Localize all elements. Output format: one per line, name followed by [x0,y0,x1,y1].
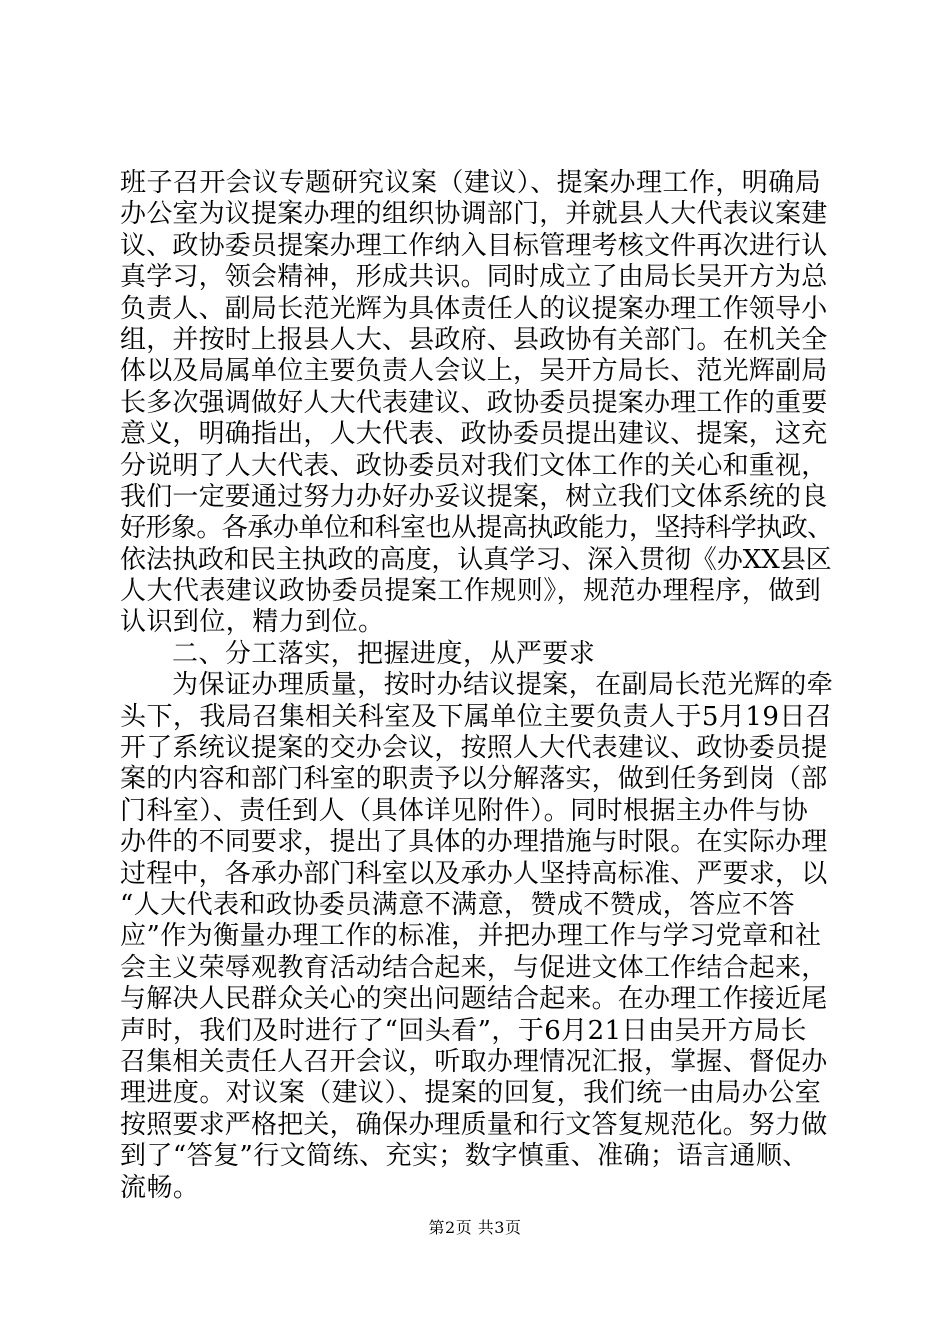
text-line: 议、政协委员提案办理工作纳入目标管理考核文件再次进行认 [120,230,828,261]
text-line: 与解决人民群众关心的突出问题结合起来。在办理工作接近尾 [120,984,828,1015]
text-line: “人大代表和政协委员满意不满意，赞成不赞成，答应不答 [120,889,795,920]
text-line: 头下，我局召集相关科室及下属单位主要负责人于5月19日召 [120,701,833,732]
text-line: 门科室）、责任到人（具体详见附件）。同时根据主办件与协 [120,795,809,826]
text-line: 办公室为议提案办理的组织协调部门，并就县人大代表议案建 [120,199,828,230]
text-line: 体以及局属单位主要负责人会议上，吴开方局长、范光辉副局 [120,356,828,387]
text-line: 办件的不同要求，提出了具体的办理措施与时限。在实际办理 [120,827,828,858]
text-line: 应”作为衡量办理工作的标准，并把办理工作与学习党章和社 [120,921,822,952]
document-body [120,168,832,1204]
text-line: 为保证办理质量，按时办结议提案，在副局长范光辉的牵 [172,670,834,701]
text-line: 人大代表建议政协委员提案工作规则》，规范办理程序，做到 [120,576,822,607]
text-line: 分说明了人大代表、政协委员对我们文体工作的关心和重视， [120,450,828,481]
text-line: 班子召开会议专题研究议案（建议）、提案办理工作，明确局 [120,168,822,198]
text-line: 会主义荣辱观教育活动结合起来，与促进文体工作结合起来， [120,952,828,983]
text-line: 按照要求严格把关，确保办理质量和行文答复规范化。努力做 [120,1109,828,1140]
text-line: 过程中，各承办部门科室以及承办人坚持高标准、严要求，以 [120,858,828,889]
text-line: 案的内容和部门科室的职责予以分解落实，做到任务到岗（部 [120,764,828,795]
text-line: 好形象。各承办单位和科室也从提高执政能力，坚持科学执政、 [120,513,833,544]
section-heading: 二、分工落实，把握进度，从严要求 [172,638,596,669]
text-line: 认识到位，精力到位。 [120,607,385,638]
page-footer: 第2页 共3页 [428,1218,522,1237]
text-line: 流畅。 [120,1172,200,1203]
text-line: 声时，我们及时进行了“回头看”，于6月21日由吴开方局长 [120,1015,807,1046]
text-line: 开了系统议提案的交办会议，按照人大代表建议、政协委员提 [120,733,828,764]
text-line: 依法执政和民主执政的高度，认真学习、深入贯彻《办XX县区 [120,544,832,575]
text-line: 组，并按时上报县人大、县政府、县政协有关部门。在机关全 [120,324,828,355]
text-line: 长多次强调做好人大代表建议、政协委员提案办理工作的重要 [120,387,828,418]
text-line: 真学习，领会精神，形成共识。同时成立了由局长吴开方为总 [120,262,828,293]
text-line: 到了“答复”行文简练、充实；数字慎重、准确；语言通顺、 [120,1141,809,1172]
text-line: 意义，明确指出，人大代表、政协委员提出建议、提案，这充 [120,419,828,450]
text-line: 负责人、副局长范光辉为具体责任人的议提案办理工作领导小 [120,293,828,324]
text-line: 我们一定要通过努力办好办妥议提案，树立我们文体系统的良 [120,481,828,512]
text-line: 召集相关责任人召开会议，听取办理情况汇报，掌握、督促办 [120,1046,828,1077]
text-line: 理进度。对议案（建议）、提案的回复，我们统一由局办公室 [120,1078,822,1109]
